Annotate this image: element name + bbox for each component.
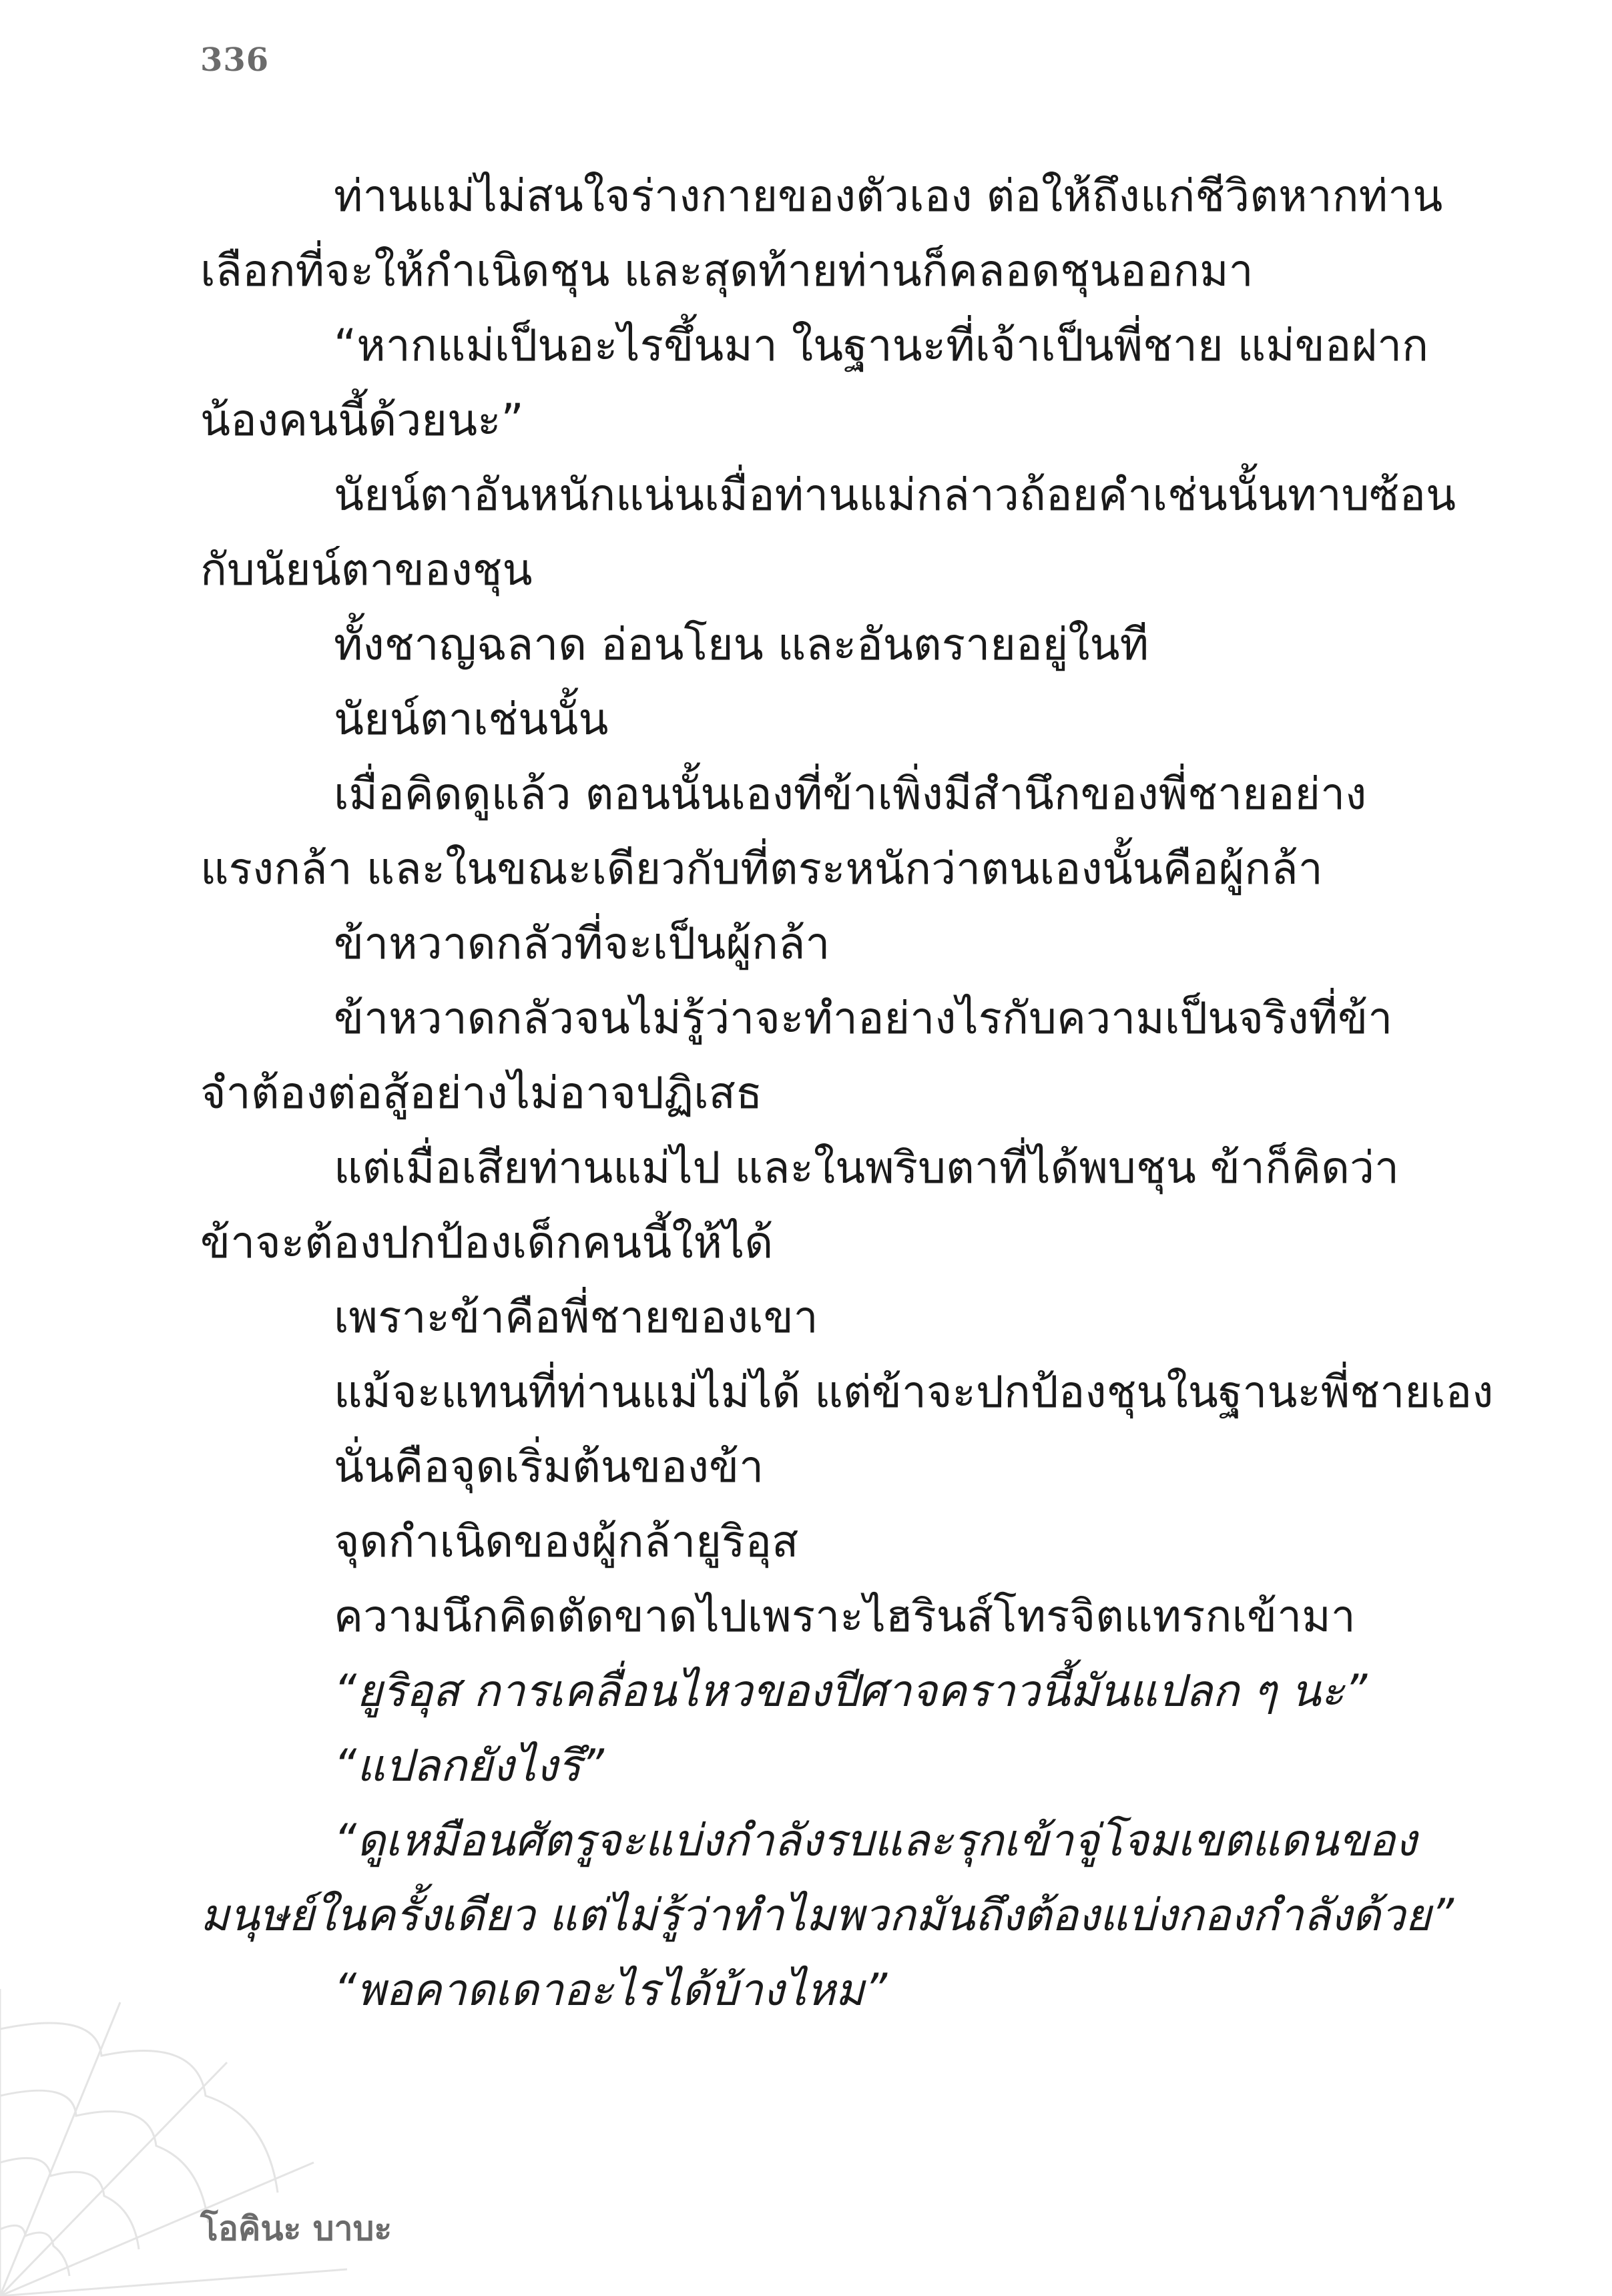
text-line: กับนัยน์ตาของชุน bbox=[200, 544, 533, 595]
dialogue-line: มนุษย์ในครั้งเดียว แต่ไม่รู้ว่าทำไมพวกมันถึงต้องแบ่งกองกำลังด้วย” bbox=[200, 1890, 1454, 1941]
text-line: ทั้งชาญฉลาด อ่อนโยน และอันตรายอยู่ในที bbox=[334, 619, 1149, 670]
text-line: จำต้องต่อสู้อย่างไม่อาจปฏิเสธ bbox=[200, 1067, 763, 1119]
dialogue-line: “พอคาดเดาอะไรได้บ้างไหม” bbox=[334, 1964, 888, 2016]
text-line: น้องคนนี้ด้วยนะ” bbox=[200, 394, 524, 446]
text-line: เมื่อคิดดูแล้ว ตอนนั้นเองที่ข้าเพิ่งมีสำนึกของพี่ชายอย่าง bbox=[334, 768, 1367, 820]
text-line: ความนึกคิดตัดขาดไปเพราะไฮรินส์โทรจิตแทรกเข้ามา bbox=[334, 1591, 1356, 1642]
text-line: ข้าจะต้องปกป้องเด็กคนนี้ให้ได้ bbox=[200, 1217, 774, 1268]
text-line: นัยน์ตาเช่นนั้น bbox=[334, 693, 609, 745]
text-line: ท่านแม่ไม่สนใจร่างกายของตัวเอง ต่อให้ถึงแก่ชีวิตหากท่าน bbox=[334, 170, 1443, 222]
text-line: นั่นคือจุดเริ่มต้นของข้า bbox=[334, 1441, 764, 1492]
dialogue-line: “แปลกยังไงรึ” bbox=[334, 1740, 604, 1791]
text-line: เลือกที่จะให้กำเนิดชุน และสุดท้ายท่านก็คลอดชุนออกมา bbox=[200, 245, 1254, 296]
text-line: นัยน์ตาอันหนักแน่นเมื่อท่านแม่กล่าวถ้อยคำเช่นนั้นทาบซ้อน bbox=[334, 469, 1456, 521]
text-line: ข้าหวาดกลัวที่จะเป็นผู้กล้า bbox=[334, 918, 830, 969]
text-line: เพราะข้าคือพี่ชายของเขา bbox=[334, 1292, 818, 1343]
text-line: แม้จะแทนที่ท่านแม่ไม่ได้ แต่ข้าจะปกป้องชุนในฐานะพี่ชายเอง bbox=[334, 1366, 1494, 1418]
text-line: “หากแม่เป็นอะไรขึ้นมา ในฐานะที่เจ้าเป็นพี่ชาย แม่ขอฝาก bbox=[334, 320, 1429, 371]
text-line: ข้าหวาดกลัวจนไม่รู้ว่าจะทำอย่างไรกับความเป็นจริงที่ข้า bbox=[334, 992, 1393, 1044]
page-number: 336 bbox=[200, 41, 270, 79]
text-line: จุดกำเนิดของผู้กล้ายูริอุส bbox=[334, 1516, 799, 1567]
text-line: แต่เมื่อเสียท่านแม่ไป และในพริบตาที่ได้พบชุน ข้าก็คิดว่า bbox=[334, 1142, 1400, 1193]
page-body-text bbox=[200, 159, 1494, 2028]
dialogue-line: “ดูเหมือนศัตรูจะแบ่งกำลังรบและรุกเข้าจู่โจมเขตแดนของ bbox=[334, 1815, 1417, 1866]
text-line: แรงกล้า และในขณะเดียวกับที่ตระหนักว่าตนเองนั้นคือผู้กล้า bbox=[200, 843, 1323, 894]
dialogue-line: “ยูริอุส การเคลื่อนไหวของปีศาจคราวนี้มันแปลก ๆ นะ” bbox=[334, 1665, 1368, 1717]
author-footer: โอคินะ บาบะ bbox=[200, 2209, 392, 2248]
